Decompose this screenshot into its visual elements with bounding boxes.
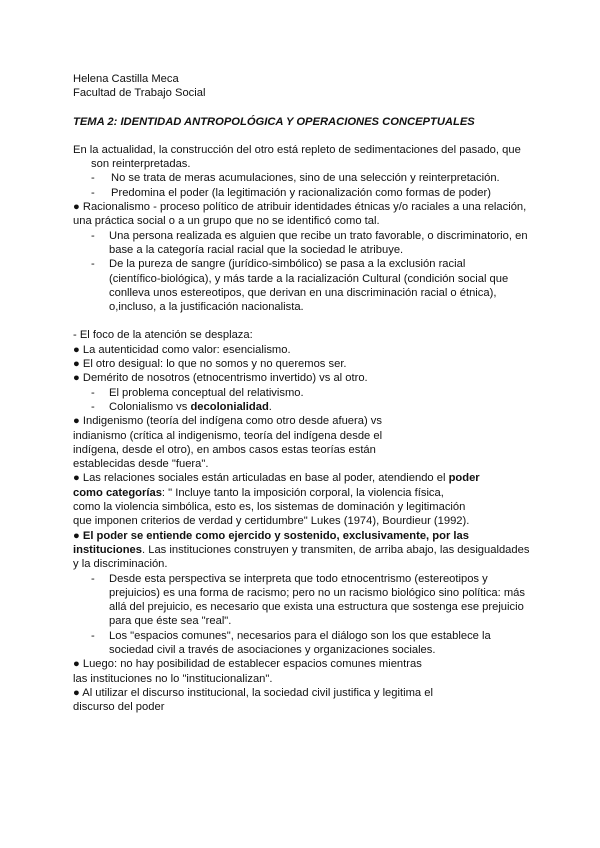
author-name: Helena Castilla Meca: [73, 73, 179, 85]
dash-marker: -: [91, 229, 95, 242]
text-line: Los "espacios comunes", necesarios para el diálogo son los que establece la: [109, 629, 491, 642]
text-line: (científico-biológica), y más tarde a la racialización Cultural (condición social que: [109, 272, 509, 285]
relaciones-paragraph: [73, 471, 540, 528]
list-item: [73, 171, 540, 185]
text-line: [73, 471, 540, 485]
text-segment: : " Incluye tanto la imposición corporal, la violencia física,: [161, 486, 444, 499]
text-line: establecidas desde "fuera".: [73, 458, 209, 471]
bold-term: instituciones: [73, 543, 142, 556]
text-line: [73, 486, 540, 500]
text-line: .: [268, 400, 272, 413]
text-line: ● Al utilizar el discurso institucional, la sociedad civil justifica y legitima el: [73, 686, 433, 699]
text-line: y la discriminación.: [73, 558, 168, 571]
dash-marker: -: [91, 258, 95, 271]
text-line: como la violencia simbólica, esto es, los sistemas de dominación y legitimación: [73, 501, 466, 514]
text-line: discurso del poder: [73, 701, 165, 714]
text-segment: ● Las relaciones sociales están articuladas en base al poder, atendiendo el: [73, 472, 449, 485]
bold-term: como categorías: [73, 486, 162, 499]
list-item: [73, 629, 540, 658]
text-line: indianismo (crítica al indigenismo, teoría del indígena desde el: [73, 429, 383, 442]
text-line: [73, 543, 540, 557]
list-item: [73, 400, 540, 414]
dash-marker: -: [91, 572, 95, 585]
list-item: [73, 186, 540, 200]
text-line: Desde esta perspectiva se interpreta que todo etnocentrismo (estereotipos y: [109, 572, 488, 585]
document-title: TEMA 2: IDENTIDAD ANTROPOLÓGICA Y OPERACIONES CONCEPTUALES: [73, 115, 475, 128]
text-line: una práctica social o a un grupo que no se identificó como tal.: [73, 215, 380, 228]
intro-paragraph: [73, 143, 540, 172]
text-line: que imponen criterios de verdad y certidumbre" Lukes (1974), Bourdieur (1992).: [73, 515, 470, 528]
text-line: [73, 529, 540, 543]
faculty-name: Facultad de Trabajo Social: [73, 87, 206, 100]
text-line: No se trata de meras acumulaciones, sino de una selección y reinterpretación.: [111, 172, 500, 185]
list-item: [73, 229, 540, 258]
bullet-otro-desigual: ● El otro desigual: lo que no somos y no queremos ser.: [73, 358, 347, 371]
text-line: son reinterpretadas.: [91, 158, 191, 171]
bullet-autenticidad: ● La autenticidad como valor: esencialismo.: [73, 343, 291, 356]
text-line: ● Luego: no hay posibilidad de establecer espacios comunes mientras: [73, 658, 422, 671]
bold-term: decolonialidad: [190, 400, 269, 413]
racionalismo-paragraph: [73, 200, 540, 229]
list-item: [73, 257, 540, 314]
dash-marker: -: [91, 400, 95, 413]
foco-heading: - El foco de la atención se desplaza:: [73, 329, 253, 342]
dash-marker: -: [91, 186, 95, 199]
text-line: allá del prejuicio, es necesario que exista una estructura que sostenga ese prejuicio: [109, 601, 524, 614]
dash-marker: -: [91, 386, 95, 399]
text-line: base a la categoría racial racial que la sociedad le atribuye.: [109, 243, 404, 256]
text-line: De la pureza de sangre (jurídico-simbólico) se pasa a la exclusión racial: [109, 258, 466, 271]
text-line: sociedad civil a través de asociaciones y organizaciones sociales.: [109, 643, 436, 656]
text-line: En la actualidad, la construcción del otro está repleto de sedimentaciones del pasado, que: [73, 143, 521, 156]
alutilizar-paragraph: [73, 686, 540, 715]
bold-term: ● El poder se entiende como ejercido y sostenido, exclusivamente, por las: [73, 529, 469, 542]
text-line: El problema conceptual del relativismo.: [109, 386, 304, 399]
indigenismo-paragraph: [73, 414, 540, 471]
list-item: [73, 386, 540, 400]
dash-marker: -: [91, 629, 95, 642]
text-segment: . Las instituciones construyen y transmiten, de arriba abajo, las desigualdades: [142, 543, 530, 556]
text-line: prejuicios) es una forma de racismo; pero no un racismo biológico sino política: más: [109, 586, 525, 599]
text-line: indígena, desde el otro), en ambos casos estas teorías están: [73, 443, 376, 456]
text-line: para que éste sea "real".: [109, 615, 232, 628]
luego-paragraph: [73, 657, 540, 686]
list-item: [73, 572, 540, 629]
text-line: ● Indigenismo (teoría del indígena como otro desde afuera) vs: [73, 415, 382, 428]
bold-term: poder: [448, 472, 480, 485]
bullet-demerito: ● Demérito de nosotros (etnocentrismo invertido) vs al otro.: [73, 372, 368, 385]
text-line: Colonialismo vs: [109, 400, 191, 413]
text-line: conlleva unos estereotipos, que derivan en una discriminación racial o étnica),: [109, 286, 497, 299]
text-line: Una persona realizada es alguien que recibe un trato favorable, o discriminatorio, en: [109, 229, 528, 242]
text-line: ● Racionalismo - proceso político de atribuir identidades étnicas y/o raciales a una relación,: [73, 201, 527, 214]
text-line: o,incluso, a la justificación nacionalista.: [109, 301, 304, 314]
text-line: Predomina el poder (la legitimación y racionalización como formas de poder): [111, 186, 491, 199]
dash-marker: -: [91, 172, 95, 185]
poder-paragraph: [73, 529, 540, 572]
text-line: las instituciones no lo "institucionalizan".: [73, 672, 273, 685]
